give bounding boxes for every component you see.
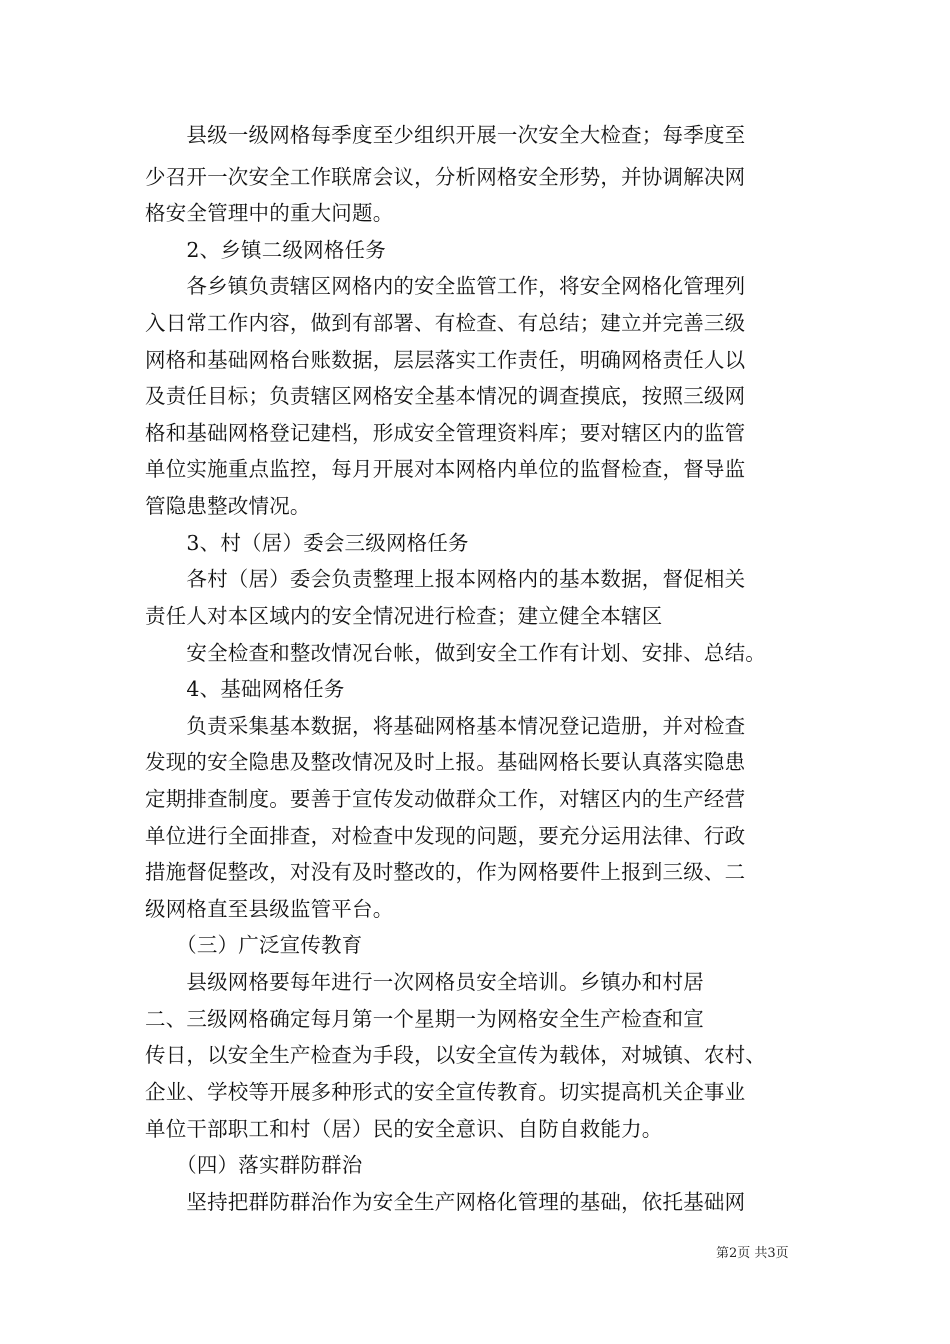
body-text-line: 单位进行全面排查，对检查中发现的问题，要充分运用法律、行政 <box>145 824 746 848</box>
body-text-line: 各村（居）委会负责整理上报本网格内的基本数据，督促相关 <box>145 567 746 591</box>
body-text-line: 县级一级网格每季度至少组织开展一次安全大检查；每季度至 <box>145 123 746 147</box>
body-text-line: 少召开一次安全工作联席会议，分析网格安全形势，并协调解决网 <box>145 165 746 189</box>
body-text-line: 单位实施重点监控，每月开展对本网格内单位的监督检查，督导监 <box>145 457 746 481</box>
section-heading: 4、基础网格任务 <box>145 677 345 701</box>
body-text-line: 管隐患整改情况。 <box>145 494 311 518</box>
page-number-footer: 第2页 共3页 <box>716 1246 789 1261</box>
body-text-line: 负责采集基本数据，将基础网格基本情况登记造册，并对检查 <box>145 714 746 738</box>
body-text-line: 二、三级网格确定每月第一个星期一为网格安全生产检查和宣 <box>145 1007 704 1031</box>
body-text-line: 责任人对本区域内的安全情况进行检查；建立健全本辖区 <box>145 604 663 628</box>
body-text-line: 网格和基础网格台账数据，层层落实工作责任，明确网格责任人以 <box>145 348 746 372</box>
body-text-line: 及责任目标；负责辖区网格安全基本情况的调查摸底，按照三级网 <box>145 384 746 408</box>
body-text-line: 坚持把群防群治作为安全生产网格化管理的基础，依托基础网 <box>145 1190 746 1214</box>
body-text-line: 单位干部职工和村（居）民的安全意识、自防自救能力。 <box>145 1117 663 1141</box>
body-text-line: 措施督促整改，对没有及时整改的，作为网格要件上报到三级、二 <box>145 860 746 884</box>
body-text-line: 传日，以安全生产检查为手段，以安全宣传为载体，对城镇、农村、 <box>145 1043 766 1067</box>
section-heading: （四）落实群防群治 <box>145 1153 363 1177</box>
body-text-line: 各乡镇负责辖区网格内的安全监管工作，将安全网格化管理列 <box>145 274 746 298</box>
body-text-line: 定期排查制度。要善于宣传发动做群众工作，对辖区内的生产经营 <box>145 787 746 811</box>
section-heading: 2、乡镇二级网格任务 <box>145 238 386 262</box>
section-heading: （三）广泛宣传教育 <box>145 933 363 957</box>
body-text-line: 格安全管理中的重大问题。 <box>145 201 394 225</box>
body-text-line: 发现的安全隐患及整改情况及时上报。基础网格长要认真落实隐患 <box>145 750 746 774</box>
body-text-line: 入日常工作内容，做到有部署、有检查、有总结；建立并完善三级 <box>145 311 746 335</box>
body-text-line: 企业、学校等开展多种形式的安全宣传教育。切实提高机关企事业 <box>145 1080 746 1104</box>
body-text-line: 县级网格要每年进行一次网格员安全培训。乡镇办和村居 <box>145 970 704 994</box>
body-text-line: 格和基础网格登记建档，形成安全管理资料库；要对辖区内的监管 <box>145 421 746 445</box>
body-text-line: 安全检查和整改情况台帐，做到安全工作有计划、安排、总结。 <box>145 641 766 665</box>
section-heading: 3、村（居）委会三级网格任务 <box>145 531 469 555</box>
body-text-line: 级网格直至县级监管平台。 <box>145 897 394 921</box>
